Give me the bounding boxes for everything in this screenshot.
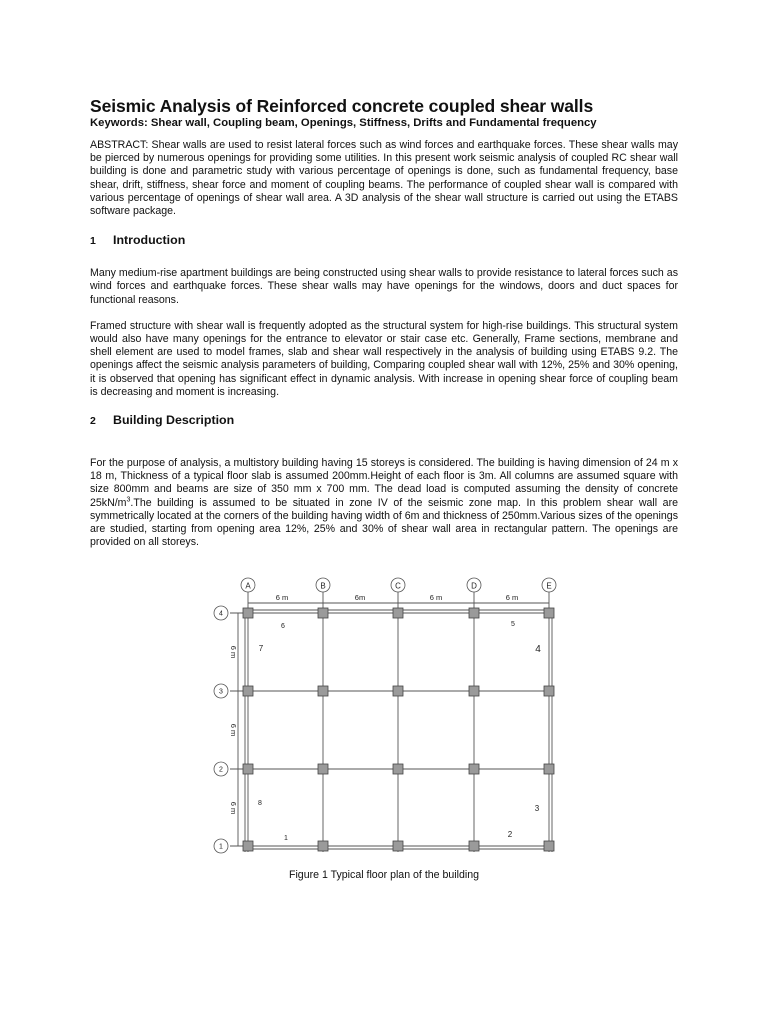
- building-description-paragraph: [90, 457, 678, 549]
- column: [393, 608, 403, 618]
- section-title: Building Description: [113, 413, 235, 428]
- column: [243, 686, 253, 696]
- column: [393, 764, 403, 774]
- section-heading-building-description: [90, 413, 678, 429]
- column-label: C: [395, 581, 401, 591]
- dimension-label: 6m: [354, 593, 366, 602]
- row-label: 1: [219, 843, 223, 851]
- paragraph-text-part1: For the purpose of analysis, a multistory building having 15 storeys is considered. The building is having dimension of 24 m x 18 m, Thickness of a typical floor slab is assumed 200mm.Height of each floor is 3m. All columns are assumed square with size 800mm and beams are size of 350 mm x 700 mm. The dead load is computed assuming the density of concrete 25kN/m: [90, 457, 678, 509]
- column: [243, 608, 253, 618]
- column: [469, 608, 479, 618]
- column: [393, 841, 403, 851]
- member-label: 8: [258, 800, 262, 807]
- member-label: 4: [535, 644, 541, 655]
- dimension-label: 6 m: [229, 723, 238, 737]
- superscript: 3: [126, 496, 131, 504]
- row-label: 4: [219, 610, 223, 618]
- column: [544, 764, 554, 774]
- figure-caption: Figure 1 Typical floor plan of the building: [288, 869, 480, 881]
- column: [469, 841, 479, 851]
- column: [318, 686, 328, 696]
- column: [469, 764, 479, 774]
- member-label: 6: [281, 623, 285, 630]
- column-label: E: [546, 581, 552, 591]
- member-label: 5: [511, 621, 515, 628]
- dimension-label: 6 m: [229, 645, 238, 659]
- intro-paragraph-1: Many medium-rise apartment buildings are being constructed using shear walls to provide resistance to lateral forces such as wind forces and earthquake forces. These shear walls may have openings for the windows, doors and duct spaces for functional reasons.: [90, 267, 678, 306]
- floor-plan-figure: [200, 572, 580, 862]
- member-label: 1: [284, 835, 288, 842]
- column: [318, 841, 328, 851]
- member-label: 2: [507, 830, 513, 839]
- section-number: 2: [90, 415, 96, 428]
- column: [393, 686, 403, 696]
- section-number: 1: [90, 235, 96, 248]
- dimension-label: 6 m: [229, 801, 238, 815]
- column: [544, 686, 554, 696]
- dimension-label: 6 m: [505, 593, 519, 602]
- paper-content: [90, 96, 678, 549]
- paper-title: Seismic Analysis of Reinforced concrete coupled shear walls: [90, 96, 594, 116]
- section-title: Introduction: [113, 233, 186, 248]
- keywords: Keywords: Shear wall, Coupling beam, Openings, Stiffness, Drifts and Fundamental frequency: [90, 117, 597, 129]
- paragraph-text-part2: .The building is assumed to be situated in zone IV of the seismic zone map. In this problem shear wall are symmetrically located at the corners of the building having width of 6m and thickness of 250mm.Various sizes of the openings are studied, starting from opening area 12%, 25% and 30% of shear wall area in rectangular pattern. The openings are provided on all storeys.: [90, 496, 678, 549]
- member-label: 7: [258, 644, 264, 653]
- dimension-label: 6 m: [275, 593, 289, 602]
- column-label: A: [245, 581, 251, 591]
- column: [243, 764, 253, 774]
- column: [318, 764, 328, 774]
- column-label: B: [320, 581, 326, 591]
- dimension-label: 6 m: [429, 593, 443, 602]
- column-label: D: [471, 581, 477, 591]
- intro-paragraph-2: Framed structure with shear wall is frequently adopted as the structural system for high-rise buildings. This structural system would also have many openings for the entrance to elevator or stair case etc. Generally, Frame sections, membrane and shell element are used to model frames, slab and shear wall respectively in the analysis of building using ETABS 9.2. The openings affect the seismic analysis parameters of building, Comparing coupled shear wall with 12%, 25% and 30% opening, it is observed that opening has significant effect in dynamic analysis. With increase in opening shear force of coupling beam is decreasing and moment is increasing.: [90, 319, 678, 398]
- section-heading-introduction: [90, 233, 678, 249]
- abstract: ABSTRACT: Shear walls are used to resist lateral forces such as wind forces and earthquake forces. These shear walls may be pierced by numerous openings for providing some utilities. In this present work seismic analysis of coupled RC shear wall building is done and parametric study with various percentage of openings is done, such as fundamental frequency, base shear, drift, stiffness, shear force and moment of coupling beams. The performance of coupled shear wall is compared with various percentage of openings of shear wall area. A 3D analysis of the shear wall structure is carried out using the ETABS software package.: [90, 139, 678, 218]
- column: [318, 608, 328, 618]
- column: [544, 841, 554, 851]
- row-label: 3: [219, 688, 223, 696]
- member-label: 3: [534, 804, 540, 813]
- column: [544, 608, 554, 618]
- column: [469, 686, 479, 696]
- column: [243, 841, 253, 851]
- row-label: 2: [219, 766, 223, 774]
